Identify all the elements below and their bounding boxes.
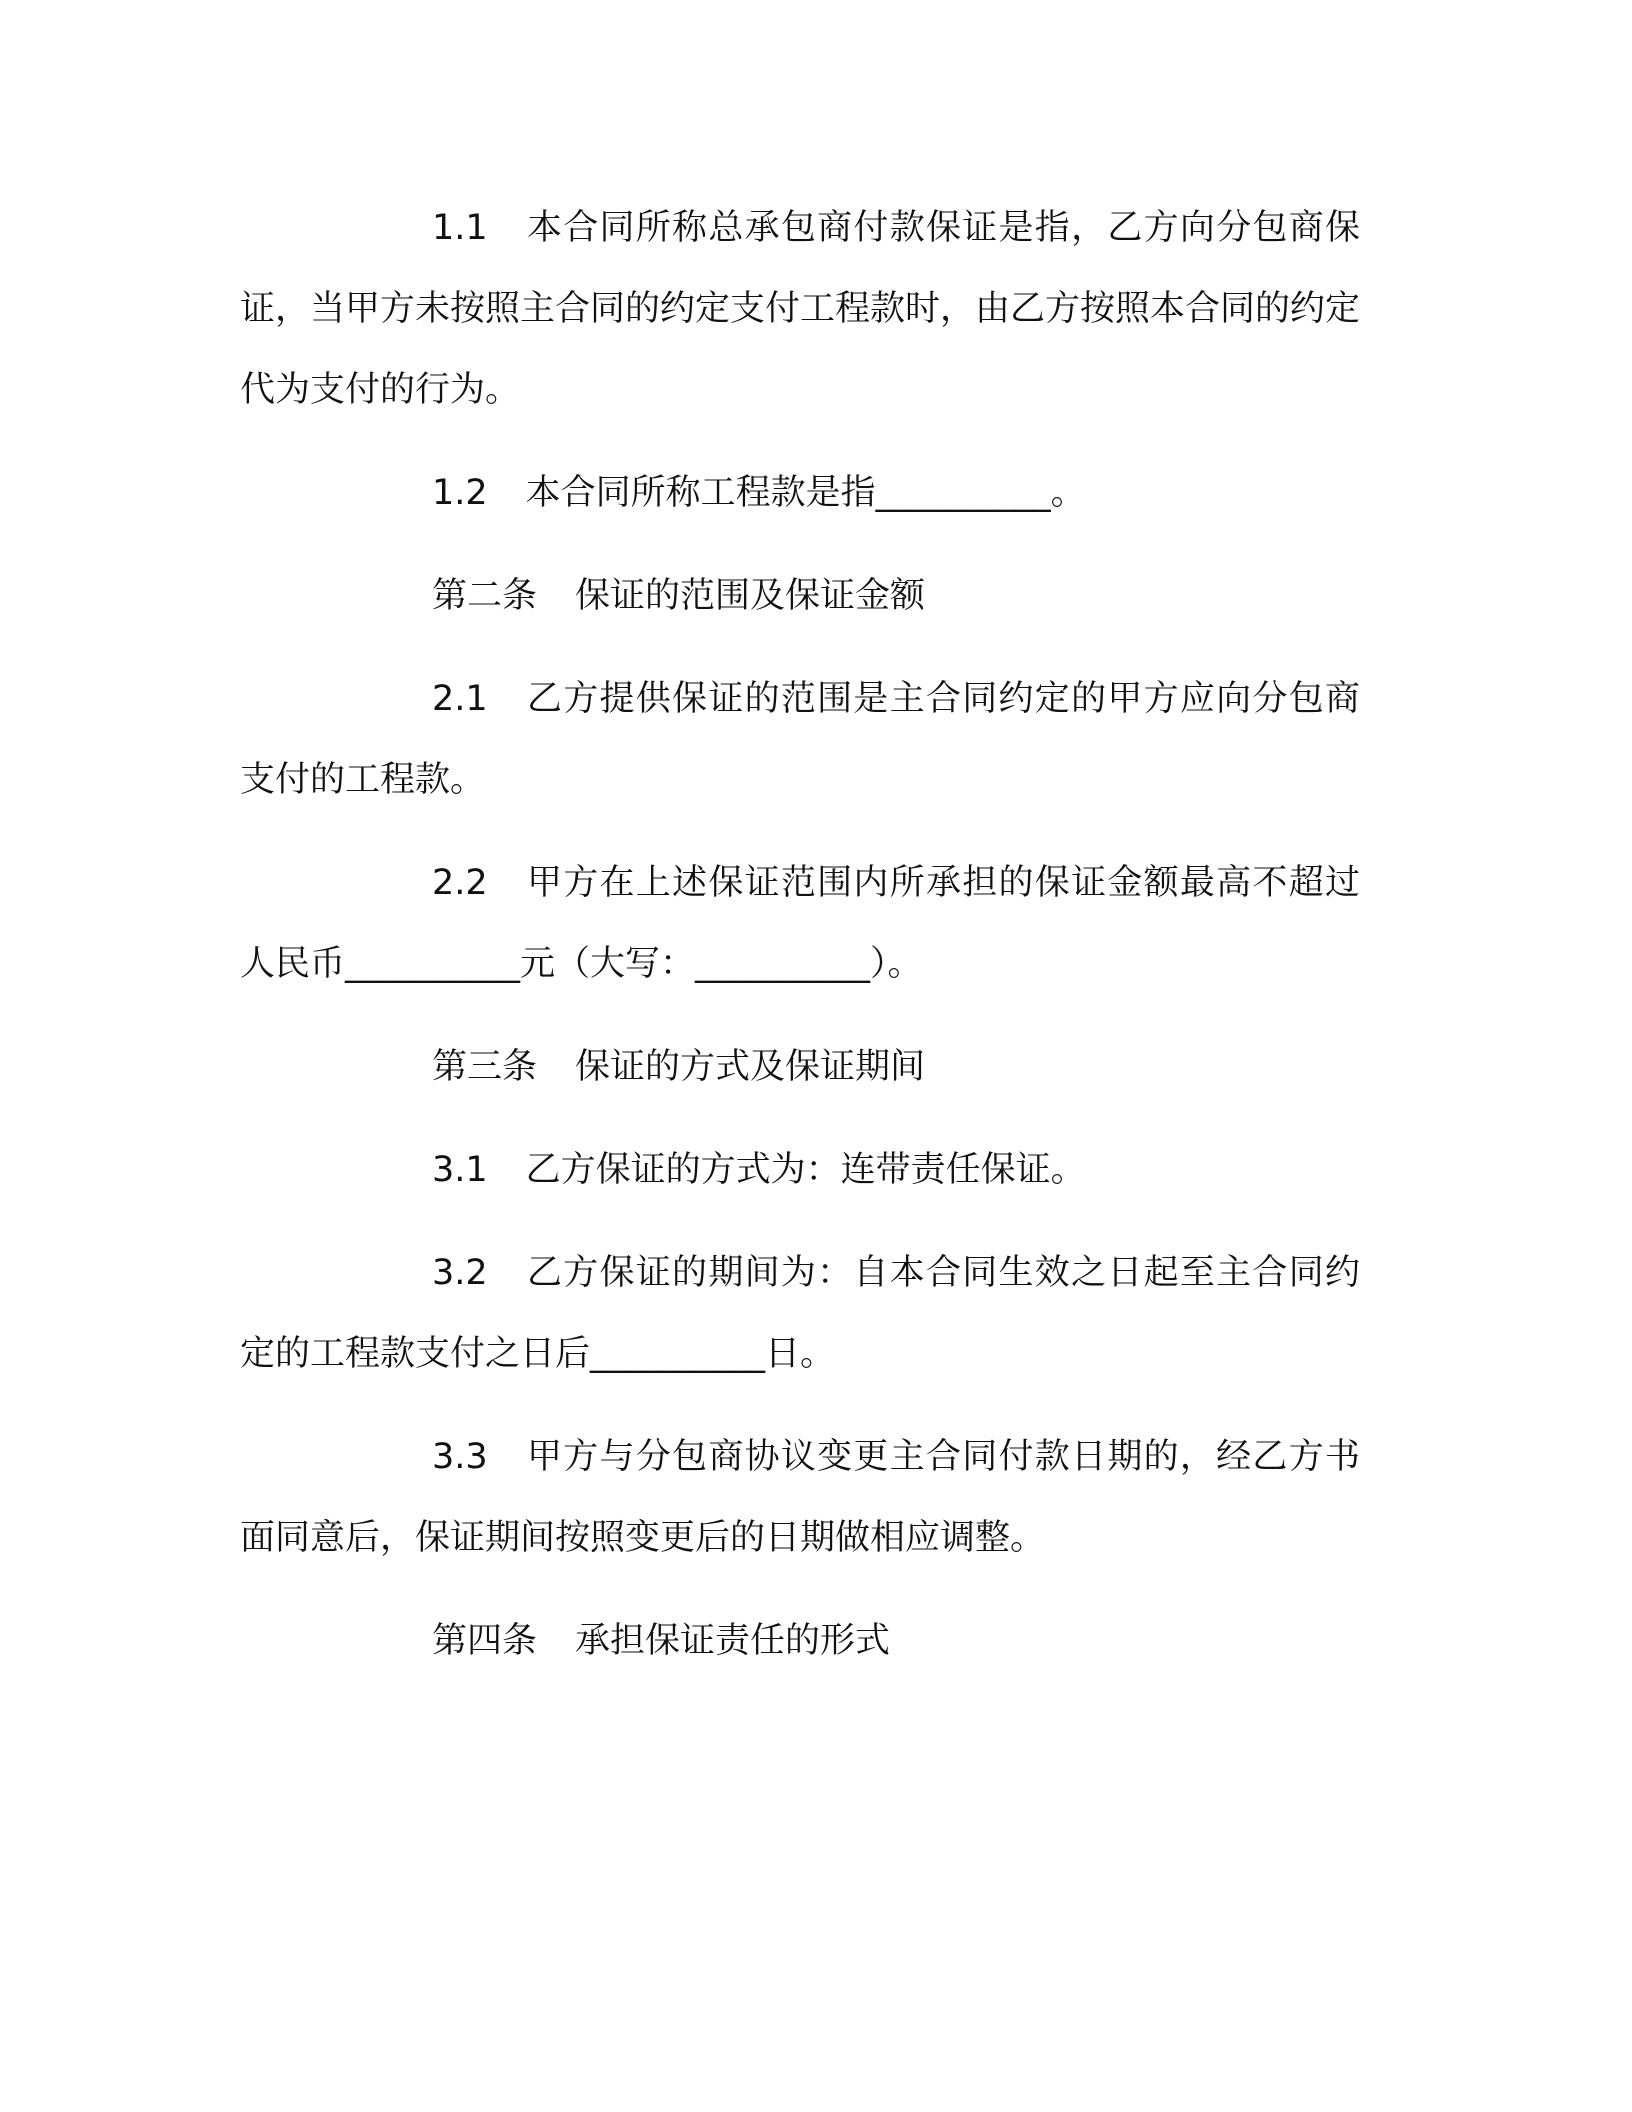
clause-3-2	[240, 1233, 1360, 1395]
article-number: 第四条	[432, 1621, 538, 1661]
article-number: 第三条	[432, 1047, 538, 1087]
contract-body	[240, 188, 1360, 1704]
clause-text: 甲方与分包商协议变更主合同付款日期的，经乙方书面同意后，保证期间按照变更后的日期做相应调整。	[240, 1437, 1360, 1558]
clause-text: 本合同所称总承包商付款保证是指，乙方向分包商保证，当甲方未按照主合同的约定支付工程款时，由乙方按照本合同的约定代为支付的行为。	[240, 208, 1361, 410]
article-4-heading	[240, 1601, 1360, 1682]
clause-number: 3.1	[432, 1150, 488, 1190]
clause-text: 本合同所称工程款是指__________。	[525, 473, 1086, 513]
clause-3-3	[240, 1417, 1360, 1579]
article-title: 承担保证责任的形式	[575, 1621, 891, 1661]
clause-text: 乙方保证的方式为：连带责任保证。	[525, 1150, 1086, 1190]
article-3-heading	[240, 1027, 1360, 1108]
clause-number: 2.1	[432, 679, 488, 719]
clause-1-1	[240, 188, 1360, 431]
clause-2-1	[240, 659, 1360, 821]
clause-3-1	[240, 1130, 1360, 1211]
article-title: 保证的方式及保证期间	[575, 1047, 926, 1087]
clause-number: 1.1	[432, 208, 488, 248]
clause-number: 3.2	[432, 1253, 488, 1293]
clause-1-2	[240, 453, 1360, 534]
clause-text: 乙方提供保证的范围是主合同约定的甲方应向分包商支付的工程款。	[240, 679, 1360, 800]
clause-text: 甲方在上述保证范围内所承担的保证金额最高不超过人民币__________元（大写：__________）。	[240, 863, 1360, 984]
clause-2-2	[240, 843, 1360, 1005]
clause-number: 1.2	[432, 473, 488, 513]
article-2-heading	[240, 556, 1360, 637]
clause-text: 乙方保证的期间为：自本合同生效之日起至主合同约定的工程款支付之日后__________日。	[240, 1253, 1360, 1374]
clause-number: 3.3	[432, 1437, 488, 1477]
article-title: 保证的范围及保证金额	[575, 576, 926, 616]
article-number: 第二条	[432, 576, 538, 616]
clause-number: 2.2	[432, 863, 488, 903]
